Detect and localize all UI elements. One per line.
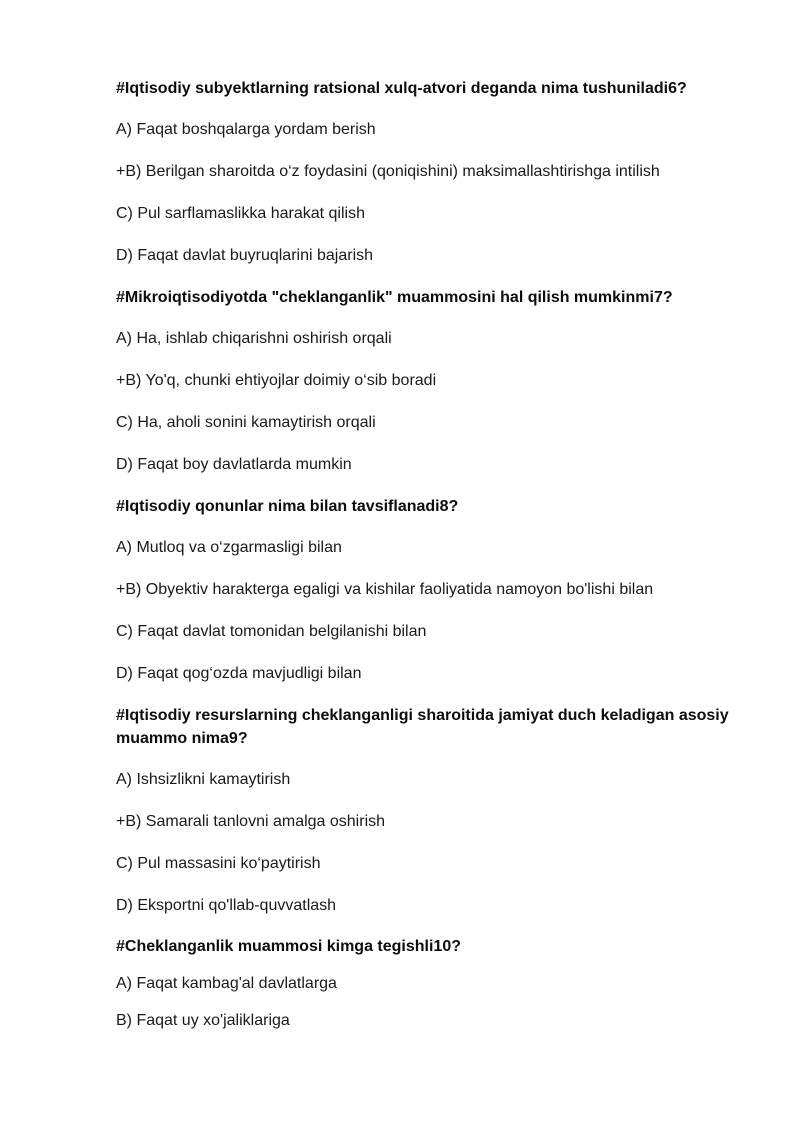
question-title: #Mikroiqtisodiyotda "cheklanganlik" muammosini hal qilish mumkinmi7? — [116, 289, 673, 306]
answer-option: C) Ha, aholi sonini kamaytirish orqali — [116, 414, 376, 431]
answer-option: B) Faqat uy xo'jaliklariga — [116, 1012, 290, 1029]
answer-option: D) Eksportni qo'llab-quvvatlash — [116, 897, 337, 914]
answer-option-correct: +B) Berilgan sharoitda o‘z foydasini (qoniqishini) maksimallashtirishga intilish — [116, 163, 660, 180]
answer-option: A) Faqat boshqalarga yordam berish — [116, 121, 376, 138]
question-title: #Iqtisodiy qonunlar nima bilan tavsiflanadi8? — [116, 498, 459, 515]
answer-option: D) Faqat qog‘ozda mavjudligi bilan — [116, 665, 362, 682]
answer-option: C) Faqat davlat tomonidan belgilanishi bilan — [116, 623, 427, 640]
answer-option: A) Mutloq va o‘zgarmasligi bilan — [116, 539, 342, 556]
question-title: #Cheklanganlik muammosi kimga tegishli10? — [116, 938, 461, 955]
answer-option: A) Ishsizlikni kamaytirish — [116, 771, 291, 788]
answer-option: A) Ha, ishlab chiqarishni oshirish orqali — [116, 330, 392, 347]
answer-option-correct: +B) Yo'q, chunki ehtiyojlar doimiy o‘sib boradi — [116, 372, 437, 389]
answer-option: D) Faqat boy davlatlarda mumkin — [116, 456, 352, 473]
answer-option: C) Pul sarflamaslikka harakat qilish — [116, 205, 365, 222]
answer-option: A) Faqat kambag'al davlatlarga — [116, 975, 337, 992]
question-title: #Iqtisodiy resurslarning cheklanganligi sharoitida jamiyat duch keladigan asosiy muammo nima9? — [116, 707, 729, 747]
answer-option: C) Pul massasini ko‘paytirish — [116, 855, 321, 872]
answer-option-correct: +B) Samarali tanlovni amalga oshirish — [116, 813, 386, 830]
question-title: #Iqtisodiy subyektlarning ratsional xulq-atvori deganda nima tushuniladi6? — [116, 80, 687, 97]
answer-option: D) Faqat davlat buyruqlarini bajarish — [116, 247, 374, 264]
answer-option-correct: +B) Obyektiv harakterga egaligi va kishilar faoliyatida namoyon bo'lishi bilan — [116, 581, 654, 598]
